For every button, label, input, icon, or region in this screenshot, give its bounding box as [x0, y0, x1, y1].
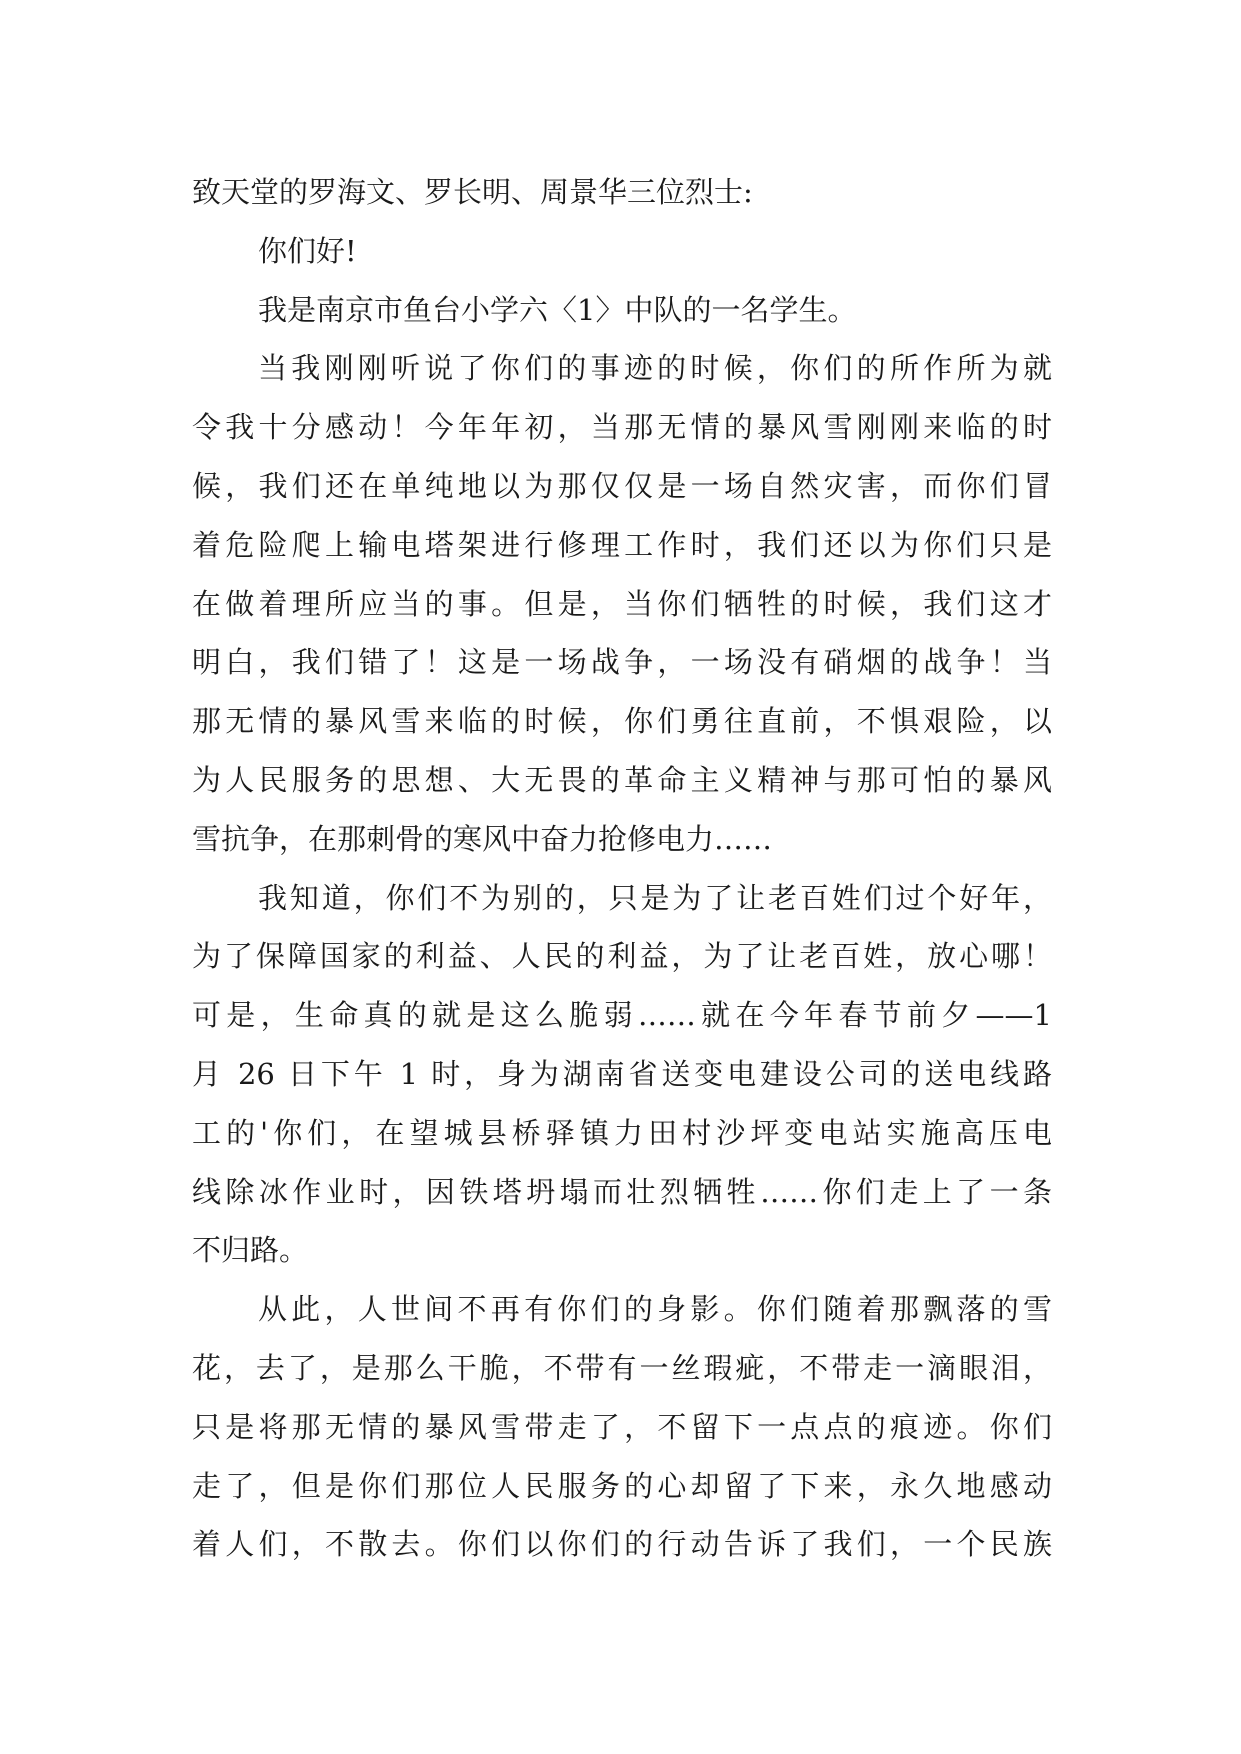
text-line: 我是南京市鱼台小学六〈1〉中队的一名学生。 [258, 292, 857, 327]
text-line: 当我刚刚听说了你们的事迹的时候，你们的所作所为就 [258, 351, 1052, 386]
text-line: 那无情的暴风雪来临的时候，你们勇往直前，不惧艰险，以 [192, 704, 1052, 739]
text-line: 从此，人世间不再有你们的身影。你们随着那飘落的雪 [258, 1292, 1052, 1327]
text-line: 着人们，不散去。你们以你们的行动告诉了我们，一个民族 [192, 1527, 1052, 1562]
text-line: 雪抗争，在那刺骨的寒风中奋力抢修电力…… [192, 821, 773, 856]
text-line: 我知道，你们不为别的，只是为了让老百姓们过个好年， [258, 880, 1052, 915]
text-line: 走了，但是你们那位人民服务的心却留了下来，永久地感动 [192, 1468, 1052, 1503]
text-line: 明白，我们错了！这是一场战争，一场没有硝烟的战争！当 [192, 645, 1052, 680]
salutation-line: 致天堂的罗海文、罗长明、周景华三位烈士: [192, 175, 753, 209]
text-line: 工的'你们，在望城县桥驿镇力田村沙坪变电站实施高压电 [192, 1115, 1052, 1150]
text-line: 为人民服务的思想、大无畏的革命主义精神与那可怕的暴风 [192, 762, 1052, 797]
text-line: 令我十分感动！今年年初，当那无情的暴风雪刚刚来临的时 [192, 410, 1052, 445]
text-line: 为了保障国家的利益、人民的利益，为了让老百姓，放心哪！ [192, 939, 1052, 974]
text-line: 线除冰作业时，因铁塔坍塌而壮烈牺牲……你们走上了一条 [192, 1174, 1052, 1209]
letter-body [192, 163, 1052, 1574]
text-line: 月 26 日下午 1 时，身为湖南省送变电建设公司的送电线路 [192, 1056, 1052, 1091]
text-line: 花，去了，是那么干脆，不带有一丝瑕疵，不带走一滴眼泪， [192, 1350, 1052, 1385]
text-line: 在做着理所应当的事。但是，当你们牺牲的时候，我们这才 [192, 586, 1052, 621]
text-line: 你们好! [258, 233, 357, 268]
text-line: 候，我们还在单纯地以为那仅仅是一场自然灾害，而你们冒 [192, 468, 1052, 503]
text-line: 着危险爬上输电塔架进行修理工作时，我们还以为你们只是 [192, 527, 1052, 562]
text-line: 只是将那无情的暴风雪带走了，不留下一点点的痕迹。你们 [192, 1409, 1052, 1444]
text-line: 不归路。 [192, 1233, 309, 1268]
text-line: 可是，生命真的就是这么脆弱……就在今年春节前夕——1 [192, 998, 1052, 1033]
